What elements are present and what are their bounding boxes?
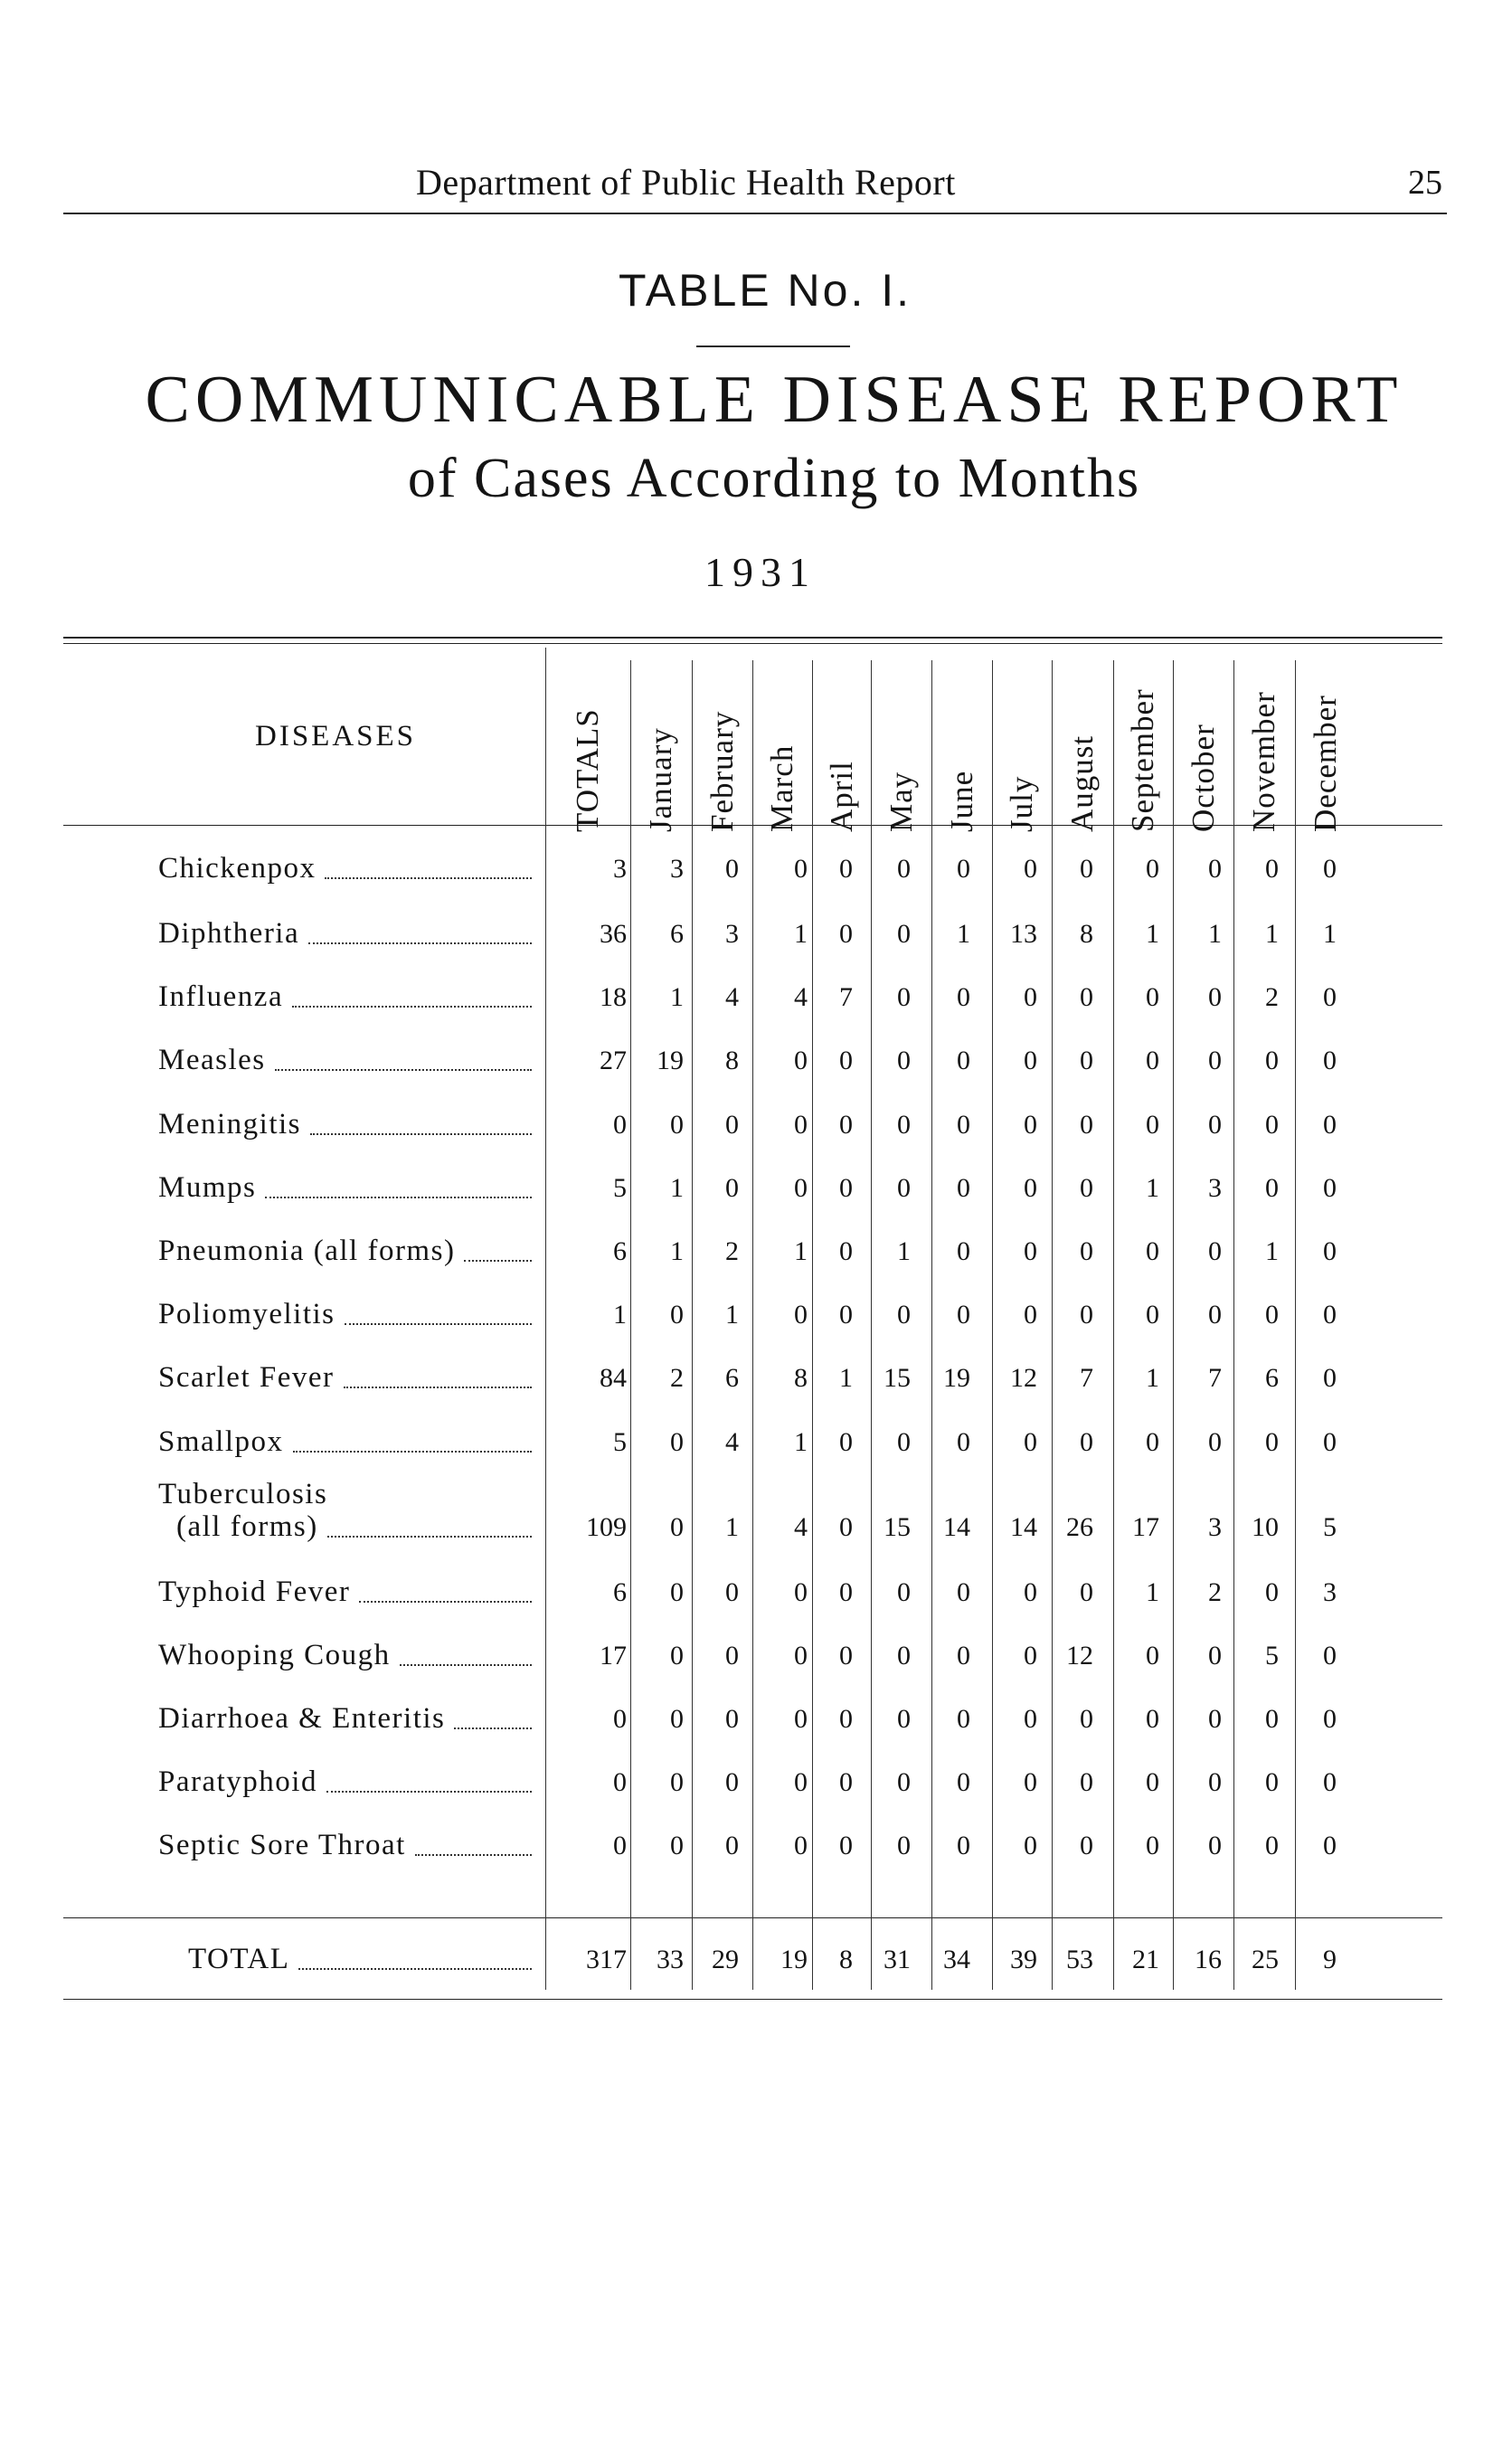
cell-totals: 1 — [613, 1300, 627, 1330]
cell-december: 0 — [1323, 1173, 1337, 1203]
cell-march: 0 — [794, 1173, 808, 1203]
column-header-june: June — [943, 770, 979, 832]
cell-october: 0 — [1208, 1767, 1222, 1797]
disease-name — [158, 980, 532, 1014]
column-header-totals: TOTALS — [570, 708, 605, 832]
cell-october: 0 — [1208, 1704, 1222, 1734]
cell-march: 4 — [794, 1512, 808, 1542]
disease-name-text: Pneumonia (all forms) — [158, 1235, 456, 1267]
cell-october: 0 — [1208, 1046, 1222, 1075]
cell-march: 0 — [794, 1300, 808, 1330]
cell-june: 0 — [957, 1767, 970, 1797]
cell-october: 0 — [1208, 1641, 1222, 1671]
cell-march: 8 — [794, 1363, 808, 1393]
leader-dots — [344, 1387, 532, 1388]
cell-september: 1 — [1146, 919, 1159, 949]
cell-april: 0 — [839, 1641, 853, 1671]
cell-february: 0 — [725, 1831, 739, 1860]
cell-june: 0 — [957, 854, 970, 884]
disease-name — [158, 1576, 532, 1609]
disease-name — [158, 1361, 532, 1395]
disease-name — [158, 1765, 532, 1799]
disease-name — [158, 917, 532, 951]
cell-may: 0 — [897, 1577, 911, 1607]
cell-may: 0 — [897, 1300, 911, 1330]
cell-january: 0 — [670, 1831, 684, 1860]
cell-november: 0 — [1265, 1427, 1279, 1457]
cell-november: 0 — [1265, 1110, 1279, 1140]
cell-totals: 36 — [600, 919, 627, 949]
cell-april: 0 — [839, 1110, 853, 1140]
disease-name-text: Influenza — [158, 980, 284, 1013]
cell-april: 0 — [839, 1427, 853, 1457]
cell-july: 0 — [1024, 1427, 1037, 1457]
cell-july: 0 — [1024, 854, 1037, 884]
column-header-april: April — [823, 761, 859, 832]
cell-july: 13 — [1010, 919, 1037, 949]
total-september: 21 — [1132, 1945, 1159, 1974]
total-april: 8 — [839, 1945, 853, 1974]
column-divider — [545, 648, 546, 1990]
total-november: 25 — [1252, 1945, 1279, 1974]
cell-june: 0 — [957, 1236, 970, 1266]
cell-september: 0 — [1146, 1427, 1159, 1457]
cell-may: 0 — [897, 1173, 911, 1203]
cell-may: 0 — [897, 1704, 911, 1734]
cell-september: 0 — [1146, 1236, 1159, 1266]
cell-september: 0 — [1146, 1704, 1159, 1734]
cell-october: 0 — [1208, 1300, 1222, 1330]
leader-dots — [325, 877, 532, 879]
cell-april: 1 — [839, 1363, 853, 1393]
cell-june: 0 — [957, 1577, 970, 1607]
cell-totals: 5 — [613, 1173, 627, 1203]
cell-totals: 0 — [613, 1831, 627, 1860]
cell-totals: 17 — [600, 1641, 627, 1671]
leader-dots — [275, 1069, 532, 1071]
cell-march: 4 — [794, 982, 808, 1012]
cell-july: 0 — [1024, 1767, 1037, 1797]
cell-may: 15 — [884, 1363, 911, 1393]
cell-totals: 6 — [613, 1577, 627, 1607]
cell-december: 5 — [1323, 1512, 1337, 1542]
disease-name — [158, 1235, 532, 1268]
total-october: 16 — [1195, 1945, 1222, 1974]
cell-totals: 84 — [600, 1363, 627, 1393]
cell-august: 0 — [1080, 1046, 1093, 1075]
cell-june: 0 — [957, 1641, 970, 1671]
cell-april: 0 — [839, 1300, 853, 1330]
cell-june: 0 — [957, 982, 970, 1012]
cell-march: 1 — [794, 1427, 808, 1457]
cell-september: 0 — [1146, 1641, 1159, 1671]
disease-name-line2: (all forms) — [176, 1510, 318, 1543]
cell-october: 0 — [1208, 1110, 1222, 1140]
cell-october: 0 — [1208, 1831, 1222, 1860]
cell-january: 1 — [670, 1173, 684, 1203]
cell-june: 0 — [957, 1046, 970, 1075]
cell-june: 1 — [957, 919, 970, 949]
cell-december: 0 — [1323, 982, 1337, 1012]
column-header-november: November — [1246, 691, 1281, 832]
cell-june: 0 — [957, 1300, 970, 1330]
cell-september: 1 — [1146, 1363, 1159, 1393]
cell-november: 0 — [1265, 1704, 1279, 1734]
disease-name — [158, 1298, 532, 1331]
total-label — [188, 1943, 532, 1976]
cell-totals: 0 — [613, 1704, 627, 1734]
cell-august: 7 — [1080, 1363, 1093, 1393]
cell-august: 0 — [1080, 1427, 1093, 1457]
disease-name-text: Whooping Cough — [158, 1639, 391, 1671]
cell-august: 26 — [1066, 1512, 1093, 1542]
cell-totals: 18 — [600, 982, 627, 1012]
cell-september: 0 — [1146, 1046, 1159, 1075]
cell-july: 0 — [1024, 1577, 1037, 1607]
cell-may: 1 — [897, 1236, 911, 1266]
leader-dots — [400, 1664, 532, 1666]
cell-august: 0 — [1080, 854, 1093, 884]
cell-april: 0 — [839, 1831, 853, 1860]
cell-july: 0 — [1024, 982, 1037, 1012]
cell-march: 0 — [794, 1110, 808, 1140]
cell-january: 0 — [670, 1577, 684, 1607]
cell-december: 0 — [1323, 1046, 1337, 1075]
cell-totals: 27 — [600, 1046, 627, 1075]
cell-january: 19 — [657, 1046, 684, 1075]
cell-september: 0 — [1146, 854, 1159, 884]
cell-march: 1 — [794, 919, 808, 949]
cell-august: 0 — [1080, 1704, 1093, 1734]
cell-february: 0 — [725, 1641, 739, 1671]
disease-name-text: Diarrhoea & Enteritis — [158, 1702, 446, 1735]
disease-name-text: Septic Sore Throat — [158, 1829, 406, 1861]
running-header-title: Department of Public Health Report — [416, 162, 956, 203]
cell-december: 0 — [1323, 854, 1337, 884]
cell-august: 0 — [1080, 1110, 1093, 1140]
total-label-text: TOTAL — [188, 1943, 290, 1975]
disease-name — [176, 1510, 532, 1544]
cell-august: 8 — [1080, 919, 1093, 949]
cell-november: 1 — [1265, 1236, 1279, 1266]
disease-name — [158, 1108, 532, 1141]
cell-october: 1 — [1208, 919, 1222, 949]
cell-november: 0 — [1265, 1173, 1279, 1203]
cell-october: 0 — [1208, 854, 1222, 884]
cell-february: 4 — [725, 982, 739, 1012]
column-header-december: December — [1308, 695, 1343, 832]
total-march: 19 — [780, 1945, 808, 1974]
column-header-july: July — [1004, 775, 1039, 832]
cell-february: 6 — [725, 1363, 739, 1393]
leader-dots — [345, 1323, 532, 1325]
cell-october: 3 — [1208, 1512, 1222, 1542]
cell-may: 0 — [897, 919, 911, 949]
cell-august: 0 — [1080, 1831, 1093, 1860]
leader-dots — [298, 1968, 532, 1970]
cell-february: 3 — [725, 919, 739, 949]
cell-october: 2 — [1208, 1577, 1222, 1607]
leader-dots — [292, 1006, 532, 1008]
cell-february: 8 — [725, 1046, 739, 1075]
disease-name — [158, 1639, 532, 1672]
table-number-rule — [696, 345, 850, 347]
cell-december: 0 — [1323, 1831, 1337, 1860]
cell-july: 0 — [1024, 1300, 1037, 1330]
column-header-october: October — [1185, 724, 1221, 832]
cell-march: 1 — [794, 1236, 808, 1266]
cell-november: 5 — [1265, 1641, 1279, 1671]
disease-name: Tuberculosis — [158, 1478, 328, 1510]
cell-december: 0 — [1323, 1110, 1337, 1140]
cell-may: 0 — [897, 1110, 911, 1140]
cell-january: 2 — [670, 1363, 684, 1393]
cell-september: 0 — [1146, 1767, 1159, 1797]
cell-december: 0 — [1323, 1767, 1337, 1797]
cell-may: 0 — [897, 1641, 911, 1671]
total-june: 34 — [943, 1945, 970, 1974]
cell-march: 0 — [794, 1704, 808, 1734]
cell-november: 10 — [1252, 1512, 1279, 1542]
cell-may: 0 — [897, 982, 911, 1012]
cell-july: 0 — [1024, 1173, 1037, 1203]
cell-may: 0 — [897, 1427, 911, 1457]
cell-december: 1 — [1323, 919, 1337, 949]
cell-november: 0 — [1265, 1046, 1279, 1075]
cell-july: 14 — [1010, 1512, 1037, 1542]
cell-january: 0 — [670, 1641, 684, 1671]
total-july: 39 — [1010, 1945, 1037, 1974]
cell-october: 7 — [1208, 1363, 1222, 1393]
leader-dots — [326, 1791, 532, 1793]
cell-june: 0 — [957, 1831, 970, 1860]
total-august: 53 — [1066, 1945, 1093, 1974]
leader-dots — [454, 1727, 532, 1729]
cell-august: 0 — [1080, 1173, 1093, 1203]
leader-dots — [265, 1197, 532, 1198]
column-header-september: September — [1125, 688, 1160, 832]
cell-october: 0 — [1208, 1427, 1222, 1457]
leader-dots — [327, 1536, 532, 1538]
cell-may: 0 — [897, 1831, 911, 1860]
column-header-march: March — [764, 744, 799, 832]
cell-january: 1 — [670, 1236, 684, 1266]
cell-august: 0 — [1080, 1300, 1093, 1330]
cell-january: 3 — [670, 854, 684, 884]
leader-dots — [359, 1601, 532, 1603]
report-title: COMMUNICABLE DISEASE REPORT — [145, 363, 1403, 437]
leader-dots — [415, 1854, 532, 1856]
cell-august: 0 — [1080, 1577, 1093, 1607]
cell-june: 0 — [957, 1704, 970, 1734]
cell-march: 0 — [794, 1641, 808, 1671]
disease-name-text: Chickenpox — [158, 852, 317, 885]
cell-february: 1 — [725, 1512, 739, 1542]
cell-april: 0 — [839, 1577, 853, 1607]
cell-march: 0 — [794, 854, 808, 884]
cell-october: 3 — [1208, 1173, 1222, 1203]
disease-name-text: Typhoid Fever — [158, 1576, 351, 1608]
cell-december: 0 — [1323, 1236, 1337, 1266]
cell-february: 0 — [725, 1704, 739, 1734]
cell-july: 0 — [1024, 1641, 1037, 1671]
column-header-february: February — [704, 710, 740, 832]
disease-name-text: Measles — [158, 1044, 266, 1076]
disease-name — [158, 1702, 532, 1736]
cell-april: 0 — [839, 1046, 853, 1075]
cell-april: 0 — [839, 1767, 853, 1797]
cell-march: 0 — [794, 1831, 808, 1860]
disease-name — [158, 1044, 532, 1077]
cell-november: 2 — [1265, 982, 1279, 1012]
cell-january: 0 — [670, 1427, 684, 1457]
cell-march: 0 — [794, 1046, 808, 1075]
cell-september: 0 — [1146, 982, 1159, 1012]
disease-name — [158, 852, 532, 885]
disease-name-text: Poliomyelitis — [158, 1298, 335, 1330]
total-may: 31 — [884, 1945, 911, 1974]
table-bottom-rule — [63, 1999, 1442, 2000]
report-subtitle: of Cases According to Months — [407, 448, 1141, 509]
cell-july: 0 — [1024, 1110, 1037, 1140]
disease-name — [158, 1829, 532, 1862]
cell-november: 6 — [1265, 1363, 1279, 1393]
cell-january: 0 — [670, 1767, 684, 1797]
header-rule — [63, 213, 1447, 214]
disease-name — [158, 1425, 532, 1459]
disease-name-text: Smallpox — [158, 1425, 284, 1458]
cell-august: 0 — [1080, 982, 1093, 1012]
cell-december: 3 — [1323, 1577, 1337, 1607]
cell-september: 17 — [1132, 1512, 1159, 1542]
cell-august: 0 — [1080, 1767, 1093, 1797]
cell-january: 0 — [670, 1704, 684, 1734]
cell-july: 0 — [1024, 1704, 1037, 1734]
cell-september: 1 — [1146, 1577, 1159, 1607]
cell-october: 0 — [1208, 982, 1222, 1012]
cell-totals: 0 — [613, 1767, 627, 1797]
column-header-may: May — [883, 771, 919, 832]
cell-january: 0 — [670, 1110, 684, 1140]
cell-january: 0 — [670, 1512, 684, 1542]
cell-may: 0 — [897, 1046, 911, 1075]
cell-june: 0 — [957, 1173, 970, 1203]
cell-august: 0 — [1080, 1236, 1093, 1266]
leader-dots — [293, 1451, 532, 1453]
disease-name-text: Diphtheria — [158, 917, 300, 950]
disease-name-text: Meningitis — [158, 1108, 302, 1141]
leader-dots — [308, 942, 532, 944]
cell-may: 15 — [884, 1512, 911, 1542]
total-december: 9 — [1323, 1945, 1337, 1974]
cell-november: 0 — [1265, 1300, 1279, 1330]
cell-september: 0 — [1146, 1110, 1159, 1140]
table-top-rule-inner — [63, 643, 1442, 644]
cell-november: 1 — [1265, 919, 1279, 949]
cell-december: 0 — [1323, 1704, 1337, 1734]
cell-february: 0 — [725, 1173, 739, 1203]
total-february: 29 — [712, 1945, 739, 1974]
cell-july: 0 — [1024, 1831, 1037, 1860]
cell-september: 0 — [1146, 1831, 1159, 1860]
cell-april: 0 — [839, 1236, 853, 1266]
cell-november: 0 — [1265, 1577, 1279, 1607]
cell-april: 0 — [839, 1704, 853, 1734]
cell-totals: 3 — [613, 854, 627, 884]
cell-july: 12 — [1010, 1363, 1037, 1393]
cell-may: 0 — [897, 854, 911, 884]
cell-november: 0 — [1265, 1767, 1279, 1797]
cell-totals: 5 — [613, 1427, 627, 1457]
cell-september: 0 — [1146, 1300, 1159, 1330]
table-top-rule — [63, 637, 1442, 639]
cell-january: 1 — [670, 982, 684, 1012]
cell-june: 0 — [957, 1110, 970, 1140]
report-year: 1931 — [704, 549, 817, 595]
diseases-column-header: DISEASES — [255, 720, 417, 752]
cell-october: 0 — [1208, 1236, 1222, 1266]
cell-february: 0 — [725, 854, 739, 884]
cell-april: 0 — [839, 919, 853, 949]
cell-june: 0 — [957, 1427, 970, 1457]
cell-march: 0 — [794, 1767, 808, 1797]
cell-february: 0 — [725, 1110, 739, 1140]
cell-totals: 6 — [613, 1236, 627, 1266]
cell-december: 0 — [1323, 1427, 1337, 1457]
cell-april: 0 — [839, 854, 853, 884]
cell-december: 0 — [1323, 1641, 1337, 1671]
cell-november: 0 — [1265, 854, 1279, 884]
page-number: 25 — [1408, 164, 1442, 202]
column-header-january: January — [643, 727, 678, 832]
cell-february: 1 — [725, 1300, 739, 1330]
cell-april: 7 — [839, 982, 853, 1012]
cell-june: 14 — [943, 1512, 970, 1542]
cell-january: 6 — [670, 919, 684, 949]
cell-january: 0 — [670, 1300, 684, 1330]
disease-name-text: Paratyphoid — [158, 1765, 317, 1798]
cell-march: 0 — [794, 1577, 808, 1607]
cell-june: 19 — [943, 1363, 970, 1393]
cell-totals: 0 — [613, 1110, 627, 1140]
cell-july: 0 — [1024, 1236, 1037, 1266]
disease-name-text: Mumps — [158, 1171, 257, 1204]
cell-may: 0 — [897, 1767, 911, 1797]
cell-july: 0 — [1024, 1046, 1037, 1075]
cell-august: 12 — [1066, 1641, 1093, 1671]
disease-name — [158, 1171, 532, 1205]
cell-february: 4 — [725, 1427, 739, 1457]
leader-dots — [464, 1260, 532, 1262]
cell-february: 0 — [725, 1767, 739, 1797]
cell-april: 0 — [839, 1173, 853, 1203]
disease-name-text: Scarlet Fever — [158, 1361, 335, 1394]
cell-november: 0 — [1265, 1831, 1279, 1860]
cell-december: 0 — [1323, 1300, 1337, 1330]
leader-dots — [310, 1133, 532, 1135]
cell-february: 2 — [725, 1236, 739, 1266]
cell-april: 0 — [839, 1512, 853, 1542]
cell-september: 1 — [1146, 1173, 1159, 1203]
cell-february: 0 — [725, 1577, 739, 1607]
cell-december: 0 — [1323, 1363, 1337, 1393]
column-header-august: August — [1064, 734, 1100, 832]
total-totals: 317 — [586, 1945, 627, 1974]
table-number: TABLE No. I. — [618, 265, 912, 316]
cell-totals: 109 — [586, 1512, 627, 1542]
total-january: 33 — [657, 1945, 684, 1974]
